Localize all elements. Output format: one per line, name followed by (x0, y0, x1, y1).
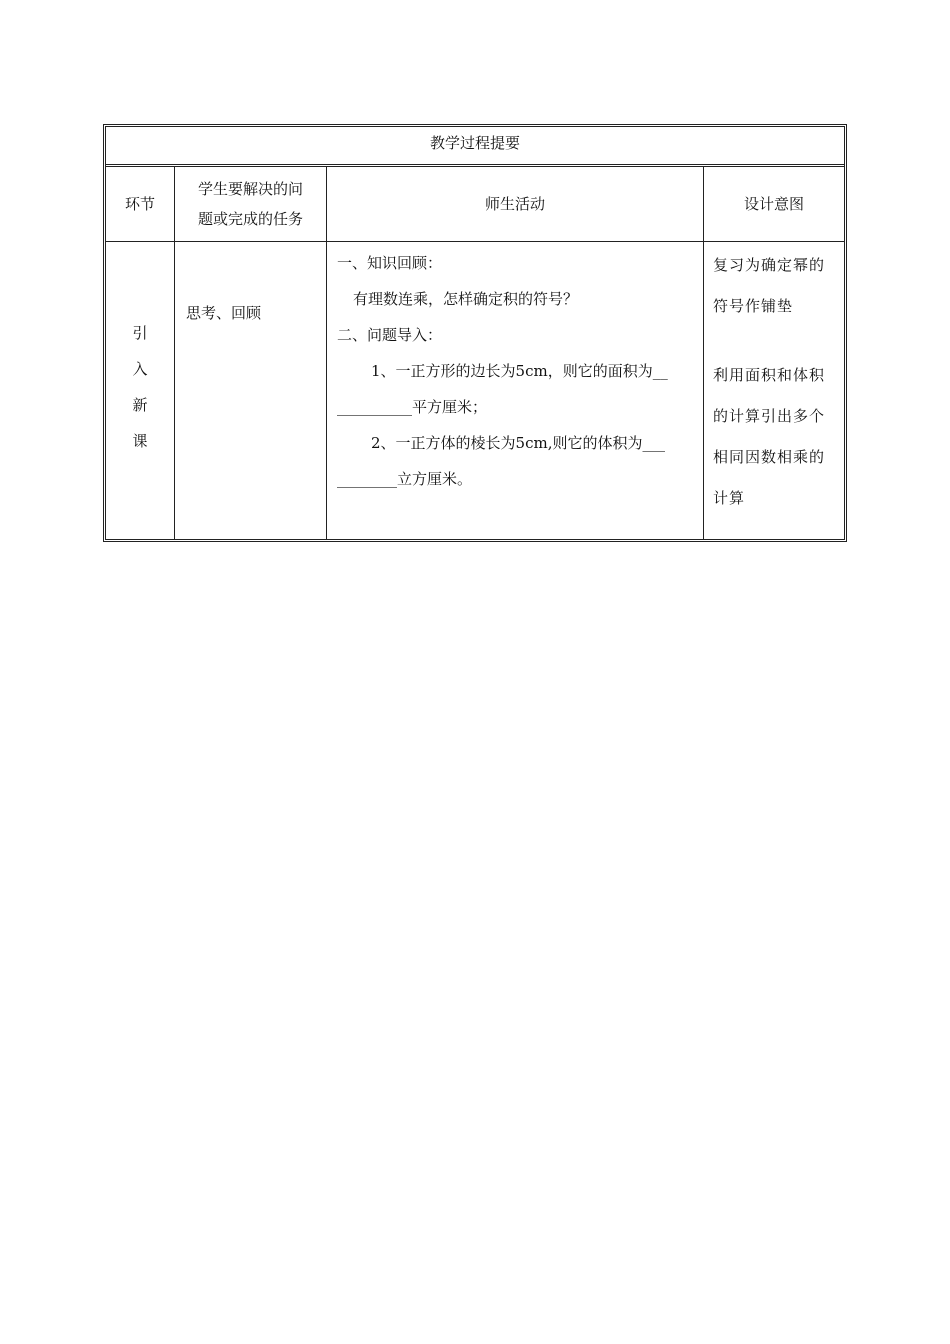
intent-spacer (713, 327, 843, 355)
header-stage (106, 167, 174, 241)
intent-line: 符号作铺垫 (713, 297, 794, 315)
stage-char: 引 (132, 324, 148, 342)
activity-line: 有理数连乘，怎样确定积的符号？ (353, 290, 579, 308)
intent-line: 计算 (713, 489, 746, 507)
intent-line: 的计算引出多个 (713, 407, 826, 425)
header-activity (327, 167, 703, 241)
intent-line: 复习为确定幂的 (713, 256, 826, 274)
lesson-process-table (103, 124, 847, 542)
header-stage-label: 环节 (124, 195, 155, 213)
activity-cell (337, 245, 699, 497)
header-task-line2: 题或完成的任务 (197, 210, 303, 228)
intent-line: 相同因数相乘的 (713, 448, 826, 466)
header-task (175, 167, 326, 241)
activity-line: 二、问题导入： (337, 326, 443, 344)
header-activity-label: 师生活动 (484, 195, 545, 213)
activity-line: 2、一正方体的棱长为5cm,则它的体积为___ (371, 434, 665, 452)
table-title: 教学过程提要 (106, 127, 844, 167)
activity-line: ________立方厘米。 (337, 470, 473, 488)
activity-line: 1、一正方形的边长为5cm，则它的面积为__ (371, 362, 668, 380)
stage-char: 入 (132, 360, 148, 378)
header-intent (704, 167, 844, 241)
row-divider (106, 241, 844, 242)
header-task-line1: 学生要解决的问 (197, 180, 303, 198)
stage-char: 新 (132, 396, 148, 414)
activity-line: __________平方厘米； (337, 398, 488, 416)
header-intent-label: 设计意图 (743, 195, 804, 213)
stage-cell (106, 315, 174, 459)
task-text: 思考、回顾 (186, 304, 262, 322)
intent-line: 利用面积和体积 (713, 366, 826, 384)
task-cell (186, 302, 261, 324)
intent-cell (713, 245, 843, 519)
stage-char: 课 (132, 432, 148, 450)
activity-line: 一、知识回顾： (337, 254, 443, 272)
